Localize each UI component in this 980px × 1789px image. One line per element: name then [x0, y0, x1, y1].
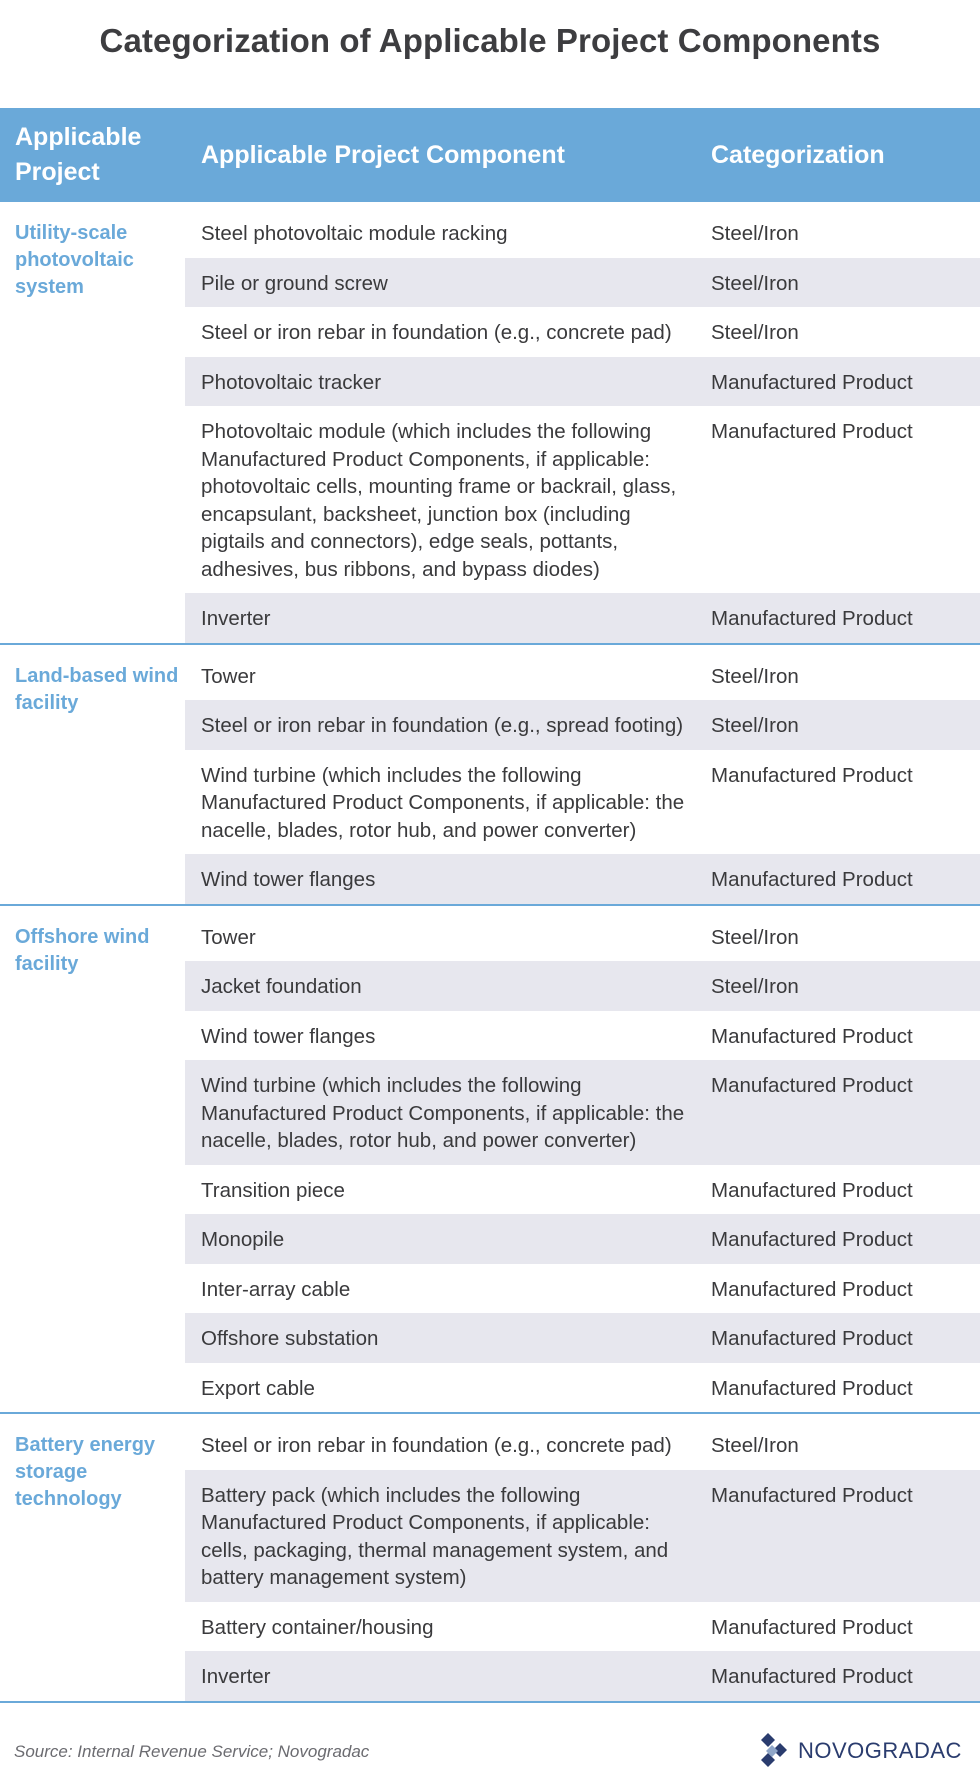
- component-rows: [185, 912, 980, 1413]
- applicable-project-name: Land-based wind facility: [15, 664, 179, 714]
- table-row: [185, 593, 980, 643]
- categorization-cell: Manufactured Product: [711, 1327, 913, 1350]
- component-cell: Offshore substation: [201, 1327, 379, 1350]
- table-row: [185, 208, 980, 258]
- table-header: [0, 108, 980, 202]
- component-cell: Inverter: [201, 1665, 271, 1688]
- table-row: [185, 700, 980, 750]
- categorization-cell: Steel/Iron: [711, 271, 799, 295]
- project-group: [0, 202, 980, 645]
- categorization-cell: Steel/Iron: [711, 714, 799, 737]
- categorization-cell: Manufactured Product: [711, 1376, 913, 1400]
- table-row: [185, 750, 980, 855]
- table-row: [185, 1313, 980, 1363]
- component-cell: Wind tower flanges: [201, 868, 376, 891]
- categorization-cell: Manufactured Product: [711, 1615, 913, 1639]
- table-row: [185, 1470, 980, 1602]
- applicable-project-name: Offshore wind facility: [15, 925, 150, 975]
- novogradac-logo-icon: [758, 1729, 792, 1773]
- novogradac-logo: [758, 1729, 962, 1773]
- component-cell: Pile or ground screw: [201, 271, 388, 295]
- table-row: [185, 1602, 980, 1652]
- component-rows: [185, 651, 980, 904]
- table-row: [185, 406, 980, 593]
- table-row: [185, 1651, 980, 1701]
- categorization-cell: Manufactured Product: [711, 420, 913, 443]
- table-body: [0, 202, 980, 1703]
- component-cell: Wind tower flanges: [201, 1024, 376, 1048]
- categorization-cell: Manufactured Product: [711, 1024, 913, 1048]
- component-cell: Transition piece: [201, 1178, 345, 1202]
- table-row: [185, 1363, 980, 1413]
- categorization-cell: Steel/Iron: [711, 222, 799, 245]
- component-cell: Photovoltaic tracker: [201, 370, 382, 394]
- categorization-cell: Manufactured Product: [711, 1665, 913, 1688]
- header-applicable-project-component: Applicable Project Component: [201, 140, 565, 169]
- categorization-cell: Steel/Iron: [711, 664, 799, 688]
- categorization-cell: Manufactured Product: [711, 868, 913, 891]
- page-title: Categorization of Applicable Project Components: [99, 22, 881, 59]
- component-cell: Battery pack (which includes the following Manufactured Product Components, if applicable: cells, packaging, thermal management system, and battery management system): [201, 1483, 669, 1589]
- table-row: [185, 1214, 980, 1264]
- categorization-cell: Steel/Iron: [711, 321, 799, 344]
- logo-text: NOVOGRADAC: [798, 1738, 962, 1763]
- table-row: [185, 854, 980, 904]
- component-cell: Steel or iron rebar in foundation (e.g., concrete pad): [201, 1434, 672, 1457]
- component-cell: Inter-array cable: [201, 1277, 351, 1301]
- component-cell: Wind turbine (which includes the following Manufactured Product Components, if applicable: the nacelle, blades, rotor hub, and power converter): [201, 763, 685, 842]
- component-cell: Steel or iron rebar in foundation (e.g., concrete pad): [201, 321, 672, 344]
- component-cell: Jacket foundation: [201, 975, 362, 998]
- table-row: [185, 1420, 980, 1470]
- categorization-cell: Manufactured Product: [711, 1483, 913, 1507]
- table-row: [185, 258, 980, 308]
- component-cell: Export cable: [201, 1376, 315, 1400]
- component-cell: Tower: [201, 664, 256, 688]
- categorization-cell: Manufactured Product: [711, 1277, 913, 1301]
- component-cell: Tower: [201, 925, 256, 949]
- component-cell: Wind turbine (which includes the following Manufactured Product Components, if applicable: the nacelle, blades, rotor hub, and power converter): [201, 1074, 685, 1152]
- table-row: [185, 1264, 980, 1314]
- header-categorization: Categorization: [711, 140, 885, 169]
- applicable-project-name: Battery energy storage technology: [15, 1434, 156, 1510]
- component-cell: Inverter: [201, 607, 271, 630]
- component-cell: Steel or iron rebar in foundation (e.g., spread footing): [201, 714, 684, 737]
- categorization-cell: Steel/Iron: [711, 925, 799, 949]
- project-group: [0, 906, 980, 1415]
- component-cell: Monopile: [201, 1228, 285, 1251]
- categorization-cell: Manufactured Product: [711, 370, 913, 394]
- project-group: [0, 1414, 980, 1703]
- source-note: Source: Internal Revenue Service; Novogradac: [14, 1742, 370, 1761]
- categorization-cell: Steel/Iron: [711, 1434, 799, 1457]
- table-row: [185, 912, 980, 962]
- categorization-cell: Manufactured Product: [711, 763, 913, 787]
- component-cell: Battery container/housing: [201, 1615, 434, 1639]
- component-rows: [185, 208, 980, 643]
- table-row: [185, 1165, 980, 1215]
- table-row: [185, 1060, 980, 1165]
- categorization-cell: Manufactured Product: [711, 1228, 913, 1251]
- table-row: [185, 357, 980, 407]
- categorization-cell: Manufactured Product: [711, 607, 913, 630]
- header-applicable-project: Applicable Project: [15, 123, 142, 186]
- table-row: [185, 651, 980, 701]
- categorization-cell: Steel/Iron: [711, 975, 799, 998]
- table-row: [185, 307, 980, 357]
- component-rows: [185, 1420, 980, 1701]
- component-cell: Steel photovoltaic module racking: [201, 222, 508, 245]
- applicable-project-name: Utility-scale photovoltaic system: [15, 222, 134, 298]
- components-table: [0, 108, 980, 1703]
- component-cell: Photovoltaic module (which includes the following Manufactured Product Components, if applicable: photovoltaic cells, mounting frame or backrail, glass, encapsulant, backsheet, junction box (including pigtails and connectors), edge seals, pottants, adhesives, bus ribbons, and bypass diodes): [201, 420, 677, 581]
- categorization-cell: Manufactured Product: [711, 1074, 913, 1097]
- project-group: [0, 645, 980, 906]
- categorization-cell: Manufactured Product: [711, 1178, 913, 1202]
- table-row: [185, 1011, 980, 1061]
- table-row: [185, 961, 980, 1011]
